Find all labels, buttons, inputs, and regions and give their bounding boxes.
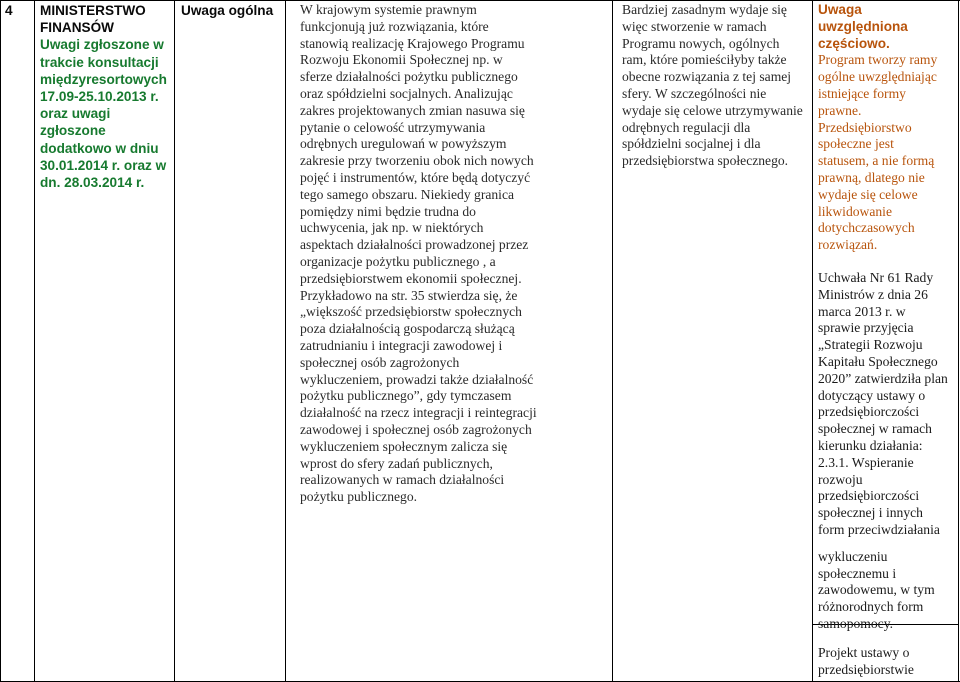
row-number: 4 <box>5 3 13 18</box>
remark-line: wprost do sfery zadań publicznych, <box>300 455 493 471</box>
response-status-line: częściowo. <box>818 35 890 51</box>
remark-line: wykluczeniem społecznym zalicza się <box>300 438 508 454</box>
proposal-line: przedsiębiorstwa społecznego. <box>622 153 789 169</box>
column-divider <box>174 0 175 682</box>
response-text-line: dotyczący ustawy o <box>818 387 926 403</box>
remark-line: oraz spółdzielni socjalnych. Analizując <box>300 85 513 101</box>
column-divider <box>612 0 613 682</box>
proposal-line: spółdzielni socjalnej i dla <box>622 136 761 152</box>
response-text-line: likwidowanie <box>818 203 892 219</box>
remark-line: Przykładowo na str. 35 stwierdza się, że <box>300 287 518 303</box>
remark-line: odrębnych uregulowań w powyższym <box>300 136 507 152</box>
response-text-line: Przedsiębiorstwo <box>818 119 912 135</box>
remark-line: pomiędzy nimi będzie trudna do <box>300 203 476 219</box>
remark-line: zakres projektowanych zmian nasuwa się <box>300 102 525 118</box>
submitter-details-line: oraz uwagi <box>40 106 111 122</box>
response-text-line: samopomocy. <box>818 615 894 631</box>
remark-line: sferze działalności pożytku publicznego <box>300 69 518 85</box>
response-text-line: Projekt ustawy o <box>818 645 910 660</box>
proposal-line: ram, które pomieściłyby także <box>622 52 787 68</box>
remark-line: stanowią realizację Krajowego Programu <box>300 35 525 51</box>
remark-line: pytanie o celowość utrzymywania <box>300 119 486 135</box>
response-text-line: Kapitału Społecznego <box>818 353 938 369</box>
response-next-cell <box>818 645 956 679</box>
response-text-line: 2020” zatwierdziła plan <box>818 370 948 386</box>
table-border-right <box>958 0 959 682</box>
response-text-line: wydaje się celowe <box>818 186 918 202</box>
response-text-line: społecznej i innych <box>818 505 923 521</box>
response-text-line: ogólne uwzględniając <box>818 69 937 85</box>
response-text-line: „Strategii Rozwoju <box>818 337 923 353</box>
response-text-line: społecznemu i <box>818 565 897 581</box>
remark-line: zatrudnianiu i integracji zawodowej i <box>300 337 503 353</box>
remark-line: aspektach działalności prowadzonej przez <box>300 237 529 253</box>
remark-line: funkcjonują już rozwiązania, które <box>300 18 489 34</box>
response-text-line: istniejące formy <box>818 85 906 101</box>
response-text-line: Program tworzy ramy <box>818 52 938 68</box>
response-status-line: Uwaga <box>818 2 862 17</box>
remark-cell <box>300 2 608 506</box>
response-text-line: prawne. <box>818 102 862 118</box>
column-divider <box>285 0 286 682</box>
response-text-line: 2.3.1. Wspieranie <box>818 454 914 470</box>
proposal-line: odrębnych regulacji dla <box>622 119 751 135</box>
response-text-line: społeczne jest <box>818 136 894 152</box>
response-text-line: społecznej w ramach <box>818 421 932 437</box>
remark-line: działalność na rzecz integracji i reintegracji <box>300 405 537 421</box>
remark-line: zawodowej i społecznej osób zagrożonych <box>300 421 532 437</box>
remark-line: zakresie przy tworzeniu obok nich nowych <box>300 153 534 169</box>
response-cell <box>818 2 956 633</box>
response-text-line: zawodowemu, w tym <box>818 582 935 598</box>
response-text-line: form przeciwdziałania <box>818 521 940 537</box>
proposal-cell <box>622 2 806 170</box>
response-text-line: rozwoju <box>818 471 863 487</box>
submitter-details-line: Uwagi zgłoszone w <box>40 37 164 53</box>
response-text-line: kierunku działania: <box>818 437 923 453</box>
remark-category: Uwaga ogólna <box>181 3 274 18</box>
proposal-line: więc stworzenie w ramach <box>622 18 767 34</box>
response-text-line: przedsiębiorczości <box>818 404 920 420</box>
response-text-line: przedsiębiorstwie <box>818 661 914 677</box>
remark-line: przedsiębiorstwem ekonomii społecznej. <box>300 270 522 286</box>
submitter-details-line: międzyresortowych <box>40 71 167 87</box>
submitter-details-line: dodatkowo w dniu <box>40 140 159 156</box>
remark-line: pożytku publicznego”, gdy tymczasem <box>300 388 512 404</box>
remark-line: społecznej osób zagrożonych <box>300 354 460 370</box>
response-text-line: marca 2013 r. w <box>818 303 906 319</box>
remark-line: organizacje pożytku publicznego , a <box>300 253 496 269</box>
response-text-line: Ministrów z dnia 26 <box>818 286 928 302</box>
submitter-details-line: 17.09-25.10.2013 r. <box>40 89 159 105</box>
proposal-line: sfery. W szczególności nie <box>622 85 767 101</box>
submitter-details-line: dn. 28.03.2014 r. <box>40 175 145 191</box>
remark-line: tego samego obszaru. Niekiedy granica <box>300 186 515 202</box>
response-status-line: uwzględniona <box>818 18 908 34</box>
remark-line: poza działalnością gospodarczą służącą <box>300 321 515 337</box>
submitter-details-line: 30.01.2014 r. oraz w <box>40 157 167 173</box>
remark-line: W krajowym systemie prawnym <box>300 2 477 17</box>
submitter-name-line: FINANSÓW <box>40 20 115 36</box>
remark-line: realizowanych w ramach działalności <box>300 472 505 488</box>
submitter-cell <box>40 2 172 191</box>
response-text-line: różnorodnych form <box>818 599 924 615</box>
remark-line: „większość przedsiębiorstw społecznych <box>300 304 522 320</box>
response-text-line: przedsiębiorczości <box>818 488 920 504</box>
proposal-line: Programu nowych, ogólnych <box>622 35 780 51</box>
column-divider <box>812 0 813 682</box>
proposal-line: obecne rozwiązania z tej samej <box>622 69 792 85</box>
column-divider <box>34 0 35 682</box>
response-text-line: rozwiązań. <box>818 237 878 253</box>
response-text-line: sprawie przyjęcia <box>818 320 914 336</box>
remark-line: uchwycenia, jak np. w niektórych <box>300 220 484 236</box>
response-text-line: dotychczasowych <box>818 220 915 236</box>
submitter-details-line: trakcie konsultacji <box>40 54 159 70</box>
proposal-line: wydaje się celowe utrzymywanie <box>622 102 803 118</box>
remark-line: pojęć i instrumentów, które będą dotyczyć <box>300 169 531 185</box>
remark-line: Rozwoju Ekonomii Społecznej np. w <box>300 52 503 68</box>
table-border-top <box>0 0 960 1</box>
response-text-line: prawną, dlatego nie <box>818 169 925 185</box>
remark-line: wykluczeniem, prowadzi także działalność <box>300 371 534 387</box>
response-text-line: Uchwała Nr 61 Rady <box>818 269 934 285</box>
remark-line: pożytku publicznego. <box>300 489 418 505</box>
response-text-line: wykluczeniu <box>818 548 888 564</box>
submitter-details-line: zgłoszone <box>40 123 106 139</box>
table-border-left <box>0 0 1 682</box>
proposal-line: Bardziej zasadnym wydaje się <box>622 2 787 17</box>
submitter-name-line: MINISTERSTWO <box>40 3 146 18</box>
response-text-line: statusem, a nie formą <box>818 153 935 169</box>
